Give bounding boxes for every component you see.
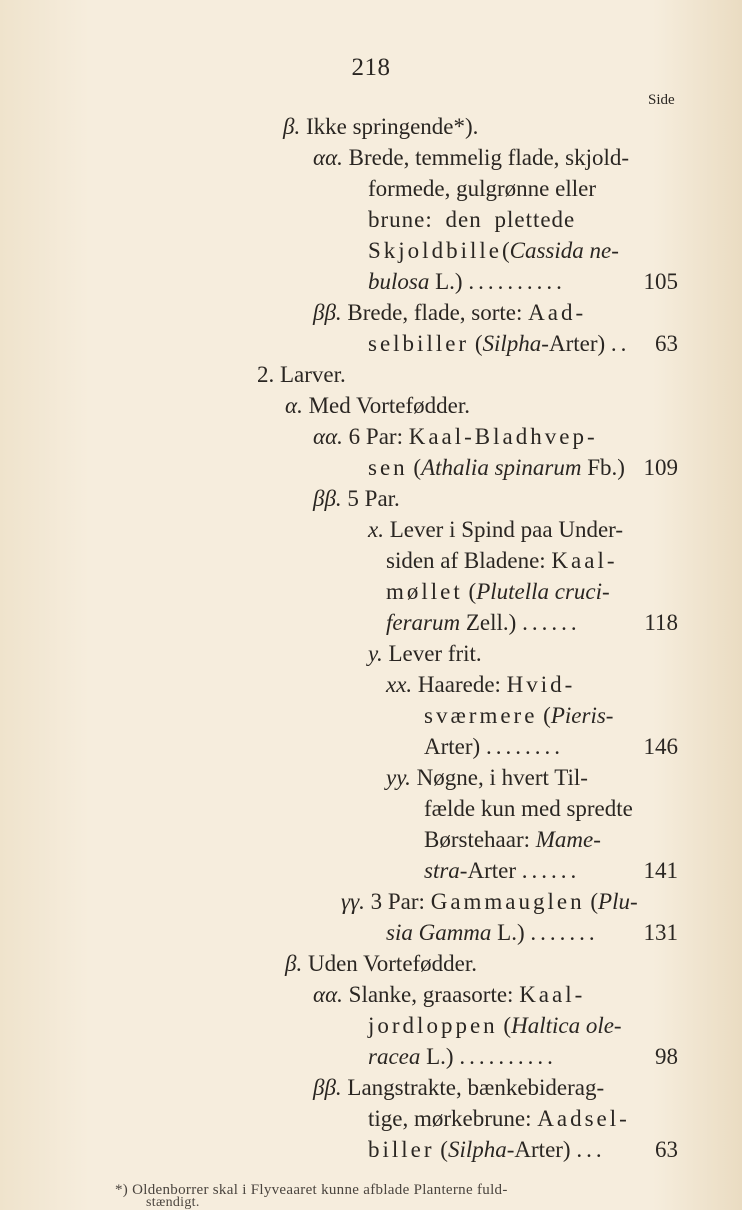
key-entry-x xyxy=(368,514,623,545)
common-name: Gammauglen xyxy=(430,889,585,914)
leader-dots: ... xyxy=(576,1137,606,1162)
entry-text: Lever i Spind paa Under- xyxy=(389,517,624,542)
latin-name: Plutella cruci- xyxy=(476,579,610,604)
key-entry-alpha xyxy=(285,390,470,421)
common-name: sen xyxy=(368,455,408,480)
paren: ( xyxy=(537,703,551,728)
entry-text: Larver. xyxy=(280,362,346,387)
key-entry-beta-beta xyxy=(313,297,586,328)
paren: ( xyxy=(462,579,477,604)
key-entry-beta xyxy=(283,111,478,142)
key-entry-beta xyxy=(285,948,477,979)
common-name: Kaal- xyxy=(551,548,618,573)
entry-continuation xyxy=(368,266,566,297)
entry-continuation: brune: den plettede xyxy=(368,207,576,232)
entry-label: αα. xyxy=(313,982,343,1007)
page-number: 218 xyxy=(351,54,391,81)
entry-continuation xyxy=(368,1103,630,1134)
page-reference: 105 xyxy=(643,269,678,294)
entry-text: 3 Par: xyxy=(370,889,431,914)
entry-text: siden af Bladene: xyxy=(386,548,552,573)
leader-dots: ...... xyxy=(521,858,581,883)
entry-text: Arter) xyxy=(424,734,481,759)
entry-continuation xyxy=(368,452,625,483)
leader-dots: ........ xyxy=(485,734,564,759)
entry-continuation xyxy=(424,824,601,855)
key-entry-alpha-alpha xyxy=(313,142,629,173)
entry-continuation xyxy=(368,1010,622,1041)
key-entry-y xyxy=(368,638,482,669)
entry-text: Zell.) xyxy=(460,610,517,635)
leader-dots: .......... xyxy=(459,1044,557,1069)
entry-continuation xyxy=(368,1041,557,1072)
entry-continuation xyxy=(386,917,599,948)
paren: ( xyxy=(434,1137,448,1162)
entry-text: Lever frit. xyxy=(388,641,482,666)
entry-label: 2. xyxy=(257,362,275,387)
entry-continuation: formede, gulgrønne eller xyxy=(368,176,596,201)
common-name: møllet xyxy=(386,579,463,604)
leader-dots: .. xyxy=(610,331,631,356)
page-reference: 141 xyxy=(643,858,678,883)
key-entry-beta-beta xyxy=(313,1072,604,1103)
common-name: sværmere xyxy=(424,703,538,728)
entry-text: Nøgne, i hvert Til- xyxy=(416,765,588,790)
entry-continuation xyxy=(386,576,610,607)
entry-label: yy. xyxy=(386,765,411,790)
common-name: selbiller xyxy=(368,331,470,356)
latin-name: Silpha xyxy=(447,1137,507,1162)
footnote-line-1: *) Oldenborrer skal i Flyveaaret kunne afblade Planterne fuld- xyxy=(115,1182,508,1198)
entry-text: -Arter) xyxy=(541,331,606,356)
paren: ( xyxy=(469,331,483,356)
entry-text: Uden Vortefødder. xyxy=(307,951,478,976)
entry-text: Langstrakte, bænkebiderag- xyxy=(347,1075,605,1100)
entry-label: x. xyxy=(368,517,384,542)
entry-text: Brede, temmelig flade, skjold- xyxy=(348,145,630,170)
entry-label: ββ. xyxy=(313,300,342,325)
entry-text: L.) xyxy=(429,269,463,294)
entry-continuation xyxy=(424,700,613,731)
latin-name: Plu- xyxy=(598,889,638,914)
page-column-heading: Side xyxy=(648,92,675,108)
entry-text: Slanke, graasorte: xyxy=(348,982,520,1007)
page-reference: 118 xyxy=(644,610,678,635)
entry-text: L.) xyxy=(491,920,525,945)
entry-continuation: fælde kun med spredte xyxy=(424,796,633,821)
latin-name: sia Gamma xyxy=(386,920,492,945)
entry-text: Fb.) xyxy=(581,455,625,480)
entry-label: y. xyxy=(368,641,383,666)
entry-text: Ikke springende*). xyxy=(305,114,479,139)
common-name: Hvid- xyxy=(506,672,576,697)
entry-label: β. xyxy=(283,114,301,139)
entry-continuation xyxy=(386,545,618,576)
latin-name: Pieris- xyxy=(550,703,614,728)
latin-name: Haltica ole- xyxy=(511,1013,622,1038)
footnote-line-2: stændigt. xyxy=(146,1195,200,1210)
entry-label: xx. xyxy=(386,672,413,697)
entry-label: β. xyxy=(285,951,303,976)
entry-text: -Arter) xyxy=(506,1137,571,1162)
paren: ( xyxy=(584,889,599,914)
entry-text: tige, mørkebrune: xyxy=(368,1106,538,1131)
latin-name: ferarum xyxy=(386,610,461,635)
entry-text: 5 Par. xyxy=(347,486,400,511)
entry-text: Med Vortefødder. xyxy=(308,393,470,418)
common-name: Kaal- xyxy=(519,982,586,1007)
entry-text: Børstehaar: xyxy=(424,827,536,852)
entry-label: ββ. xyxy=(313,486,342,511)
paren: ( xyxy=(501,238,510,263)
entry-text: Brede, flade, sorte: xyxy=(347,300,529,325)
latin-name: stra xyxy=(424,858,460,883)
entry-label: ββ. xyxy=(313,1075,342,1100)
common-name: Aad- xyxy=(528,300,587,325)
key-entry-beta-beta xyxy=(313,483,400,514)
common-name: Kaal-Bladhvep- xyxy=(408,424,598,449)
leader-dots: .......... xyxy=(468,269,566,294)
key-entry-yy xyxy=(386,762,588,793)
entry-continuation xyxy=(386,607,581,638)
page-reference: 63 xyxy=(655,331,678,356)
paren: ( xyxy=(497,1013,512,1038)
common-name: Skjoldbille xyxy=(368,238,502,263)
page-reference: 63 xyxy=(655,1137,678,1162)
entry-continuation xyxy=(368,1134,606,1165)
page-reference: 98 xyxy=(655,1044,678,1069)
key-entry-alpha-alpha xyxy=(313,979,585,1010)
paren: ( xyxy=(407,455,422,480)
leader-dots: ...... xyxy=(522,610,581,635)
key-entry-2 xyxy=(257,359,346,390)
latin-name: bulosa xyxy=(368,269,430,294)
entry-label: γγ. xyxy=(341,889,365,914)
entry-text: L.) xyxy=(420,1044,454,1069)
key-entry-gamma-gamma xyxy=(341,886,638,917)
entry-label: α. xyxy=(285,393,303,418)
latin-name: Mame- xyxy=(535,827,601,852)
entry-continuation xyxy=(424,855,580,886)
entry-text: Haarede: xyxy=(417,672,507,697)
entry-continuation xyxy=(424,731,564,762)
latin-name: Athalia spinarum xyxy=(421,455,582,480)
page-reference: 109 xyxy=(643,455,678,480)
page-reference: 131 xyxy=(643,920,678,945)
latin-name: Silpha xyxy=(482,331,542,356)
common-name: jordloppen xyxy=(368,1013,498,1038)
page-reference: 146 xyxy=(643,734,678,759)
leader-dots: ....... xyxy=(530,920,599,945)
entry-text: 6 Par: xyxy=(348,424,409,449)
entry-label: αα. xyxy=(313,145,343,170)
entry-continuation xyxy=(368,328,630,359)
key-entry-xx xyxy=(386,669,575,700)
entry-continuation xyxy=(368,235,619,266)
common-name: biller xyxy=(368,1137,435,1162)
common-name: Aadsel- xyxy=(537,1106,630,1131)
latin-name: racea xyxy=(368,1044,421,1069)
entry-label: αα. xyxy=(313,424,343,449)
latin-name: Cassida ne- xyxy=(509,238,619,263)
key-entry-alpha-alpha xyxy=(313,421,598,452)
entry-text: -Arter xyxy=(459,858,516,883)
